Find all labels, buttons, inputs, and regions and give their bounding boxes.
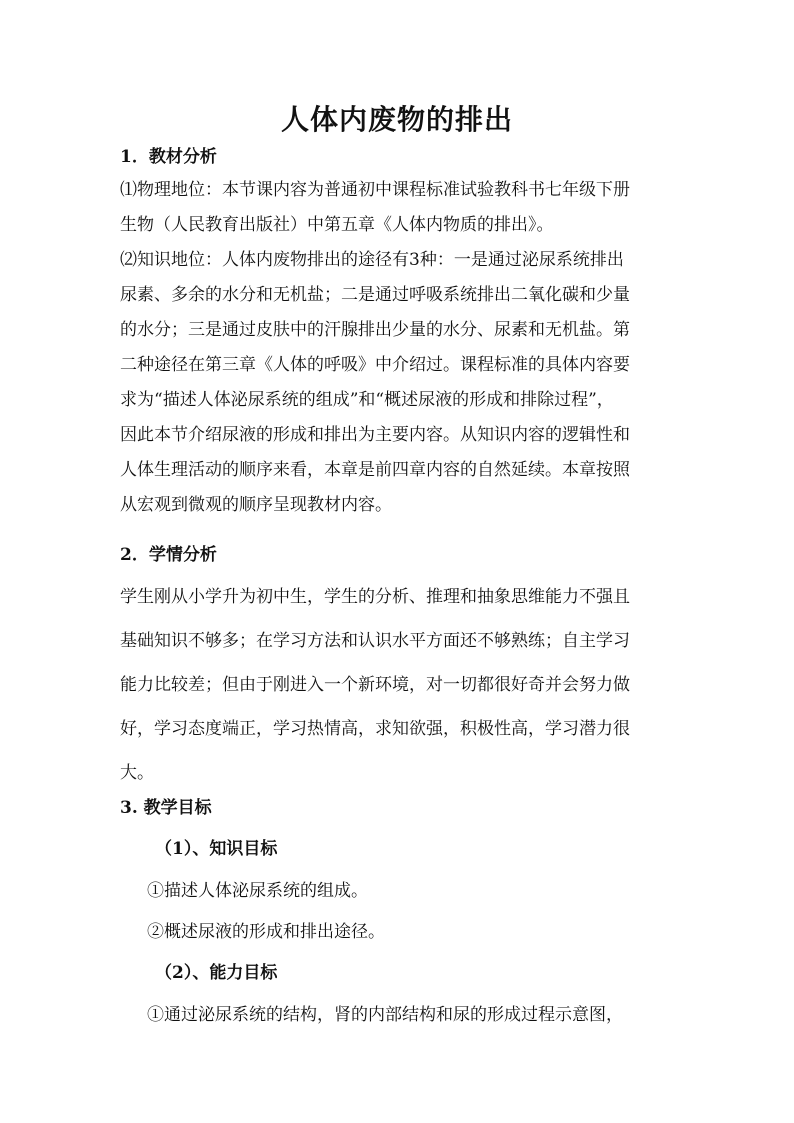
goal-item: ①通过泌尿系统的结构，肾的内部结构和尿的形成过程示意图，	[147, 1005, 623, 1025]
paragraph-line: 求为“描述人体泌尿系统的组成”和“概述尿液的形成和排除过程”，	[120, 390, 614, 410]
paragraph-line: ⑵知识地位：人体内废物排出的途径有3种：一是通过泌尿系统排出	[120, 250, 624, 270]
section-heading-teaching-goals: 3. 教学目标	[120, 798, 212, 818]
paragraph-line: 大。	[120, 763, 154, 783]
paragraph-line: 人体生理活动的顺序来看，本章是前四章内容的自然延续。本章按照	[120, 460, 630, 480]
paragraph-line: 生物（人民教育出版社）中第五章《人体内物质的排出》。	[120, 215, 554, 235]
paragraph-line: 基础知识不够多；在学习方法和认识水平方面还不够熟练；自主学习	[120, 631, 630, 651]
subheading-ability-goals: （2）、能力目标	[155, 963, 278, 983]
paragraph-line: 的水分；三是通过皮肤中的汗腺排出少量的水分、尿素和无机盐。第	[120, 320, 630, 340]
paragraph-line: 从宏观到微观的顺序呈现教材内容。	[120, 495, 392, 515]
paragraph-line: 能力比较差；但由于刚进入一个新环境，对一切都很好奇并会努力做	[120, 675, 630, 695]
document-title: 人体内废物的排出	[280, 103, 513, 136]
goal-item: ①描述人体泌尿系统的组成。	[147, 881, 368, 901]
goal-item: ②概述尿液的形成和排出途径。	[147, 922, 385, 942]
paragraph-line: 学生刚从小学升为初中生，学生的分析、推理和抽象思维能力不强且	[120, 587, 630, 607]
section-heading-student-analysis: 2．学情分析	[120, 545, 217, 565]
paragraph-line: ⑴物理地位：本节课内容为普通初中课程标准试验教科书七年级下册	[120, 180, 630, 200]
paragraph-line: 尿素、多余的水分和无机盐；二是通过呼吸系统排出二氧化碳和少量	[120, 285, 630, 305]
paragraph-line: 因此本节介绍尿液的形成和排出为主要内容。从知识内容的逻辑性和	[120, 425, 630, 445]
section-heading-textbook-analysis: 1．教材分析	[120, 147, 217, 167]
paragraph-line: 好，学习态度端正，学习热情高，求知欲强，积极性高，学习潜力很	[120, 719, 630, 739]
subheading-knowledge-goals: （1）、知识目标	[155, 839, 278, 859]
paragraph-line: 二种途径在第三章《人体的呼吸》中介绍过。课程标准的具体内容要	[120, 355, 630, 375]
